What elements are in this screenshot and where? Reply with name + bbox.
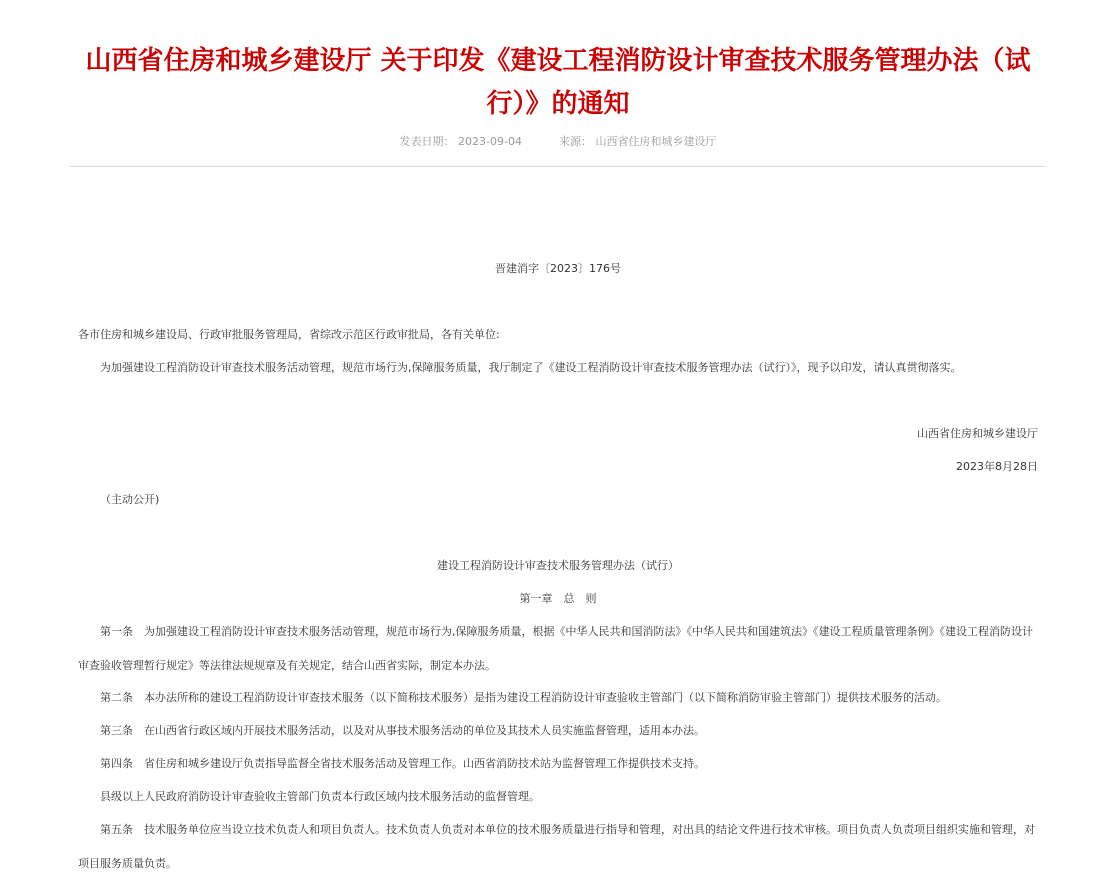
chapter-heading: 第一章 总 则 [519,592,597,605]
article-5: 第五条 技术服务单位应当设立技术负责人和项目负责人。技术负责人负责对本单位的技术服务质量进行指导和管理，对出具的结论文件进行技术审核。项目负责人负责项目组织实施和管理，对项目服务质量负责。 [78,823,1035,870]
article-1: 第一条 为加强建设工程消防设计审查技术服务活动管理，规范市场行为,保障服务质量，根据《中华人民共和国消防法》《中华人民共和国建筑法》《建设工程质量管理条例》《建设工程消防设计审查验收管理暂行规定》等法律法规规章及有关规定，结合山西省实际，制定本办法。 [78,625,1033,672]
recipients: 各市住房和城乡建设局、行政审批服务管理局，省综改示范区行政审批局，各有关单位: [78,328,500,341]
article-4-clause-2: 县级以上人民政府消防设计审查验收主管部门负责本行政区域内技术服务活动的监督管理。 [100,790,540,803]
measures-title: 建设工程消防设计审查技术服务管理办法（试行） [437,559,679,572]
article-3: 第三条 在山西省行政区域内开展技术服务活动，以及对从事技术服务活动的单位及其技术人员实施监督管理，适用本办法。 [100,724,705,737]
publish-date-label: 发表日期： [399,135,455,148]
doc-number: 晋建消字〔2023〕176号 [495,262,621,275]
title-divider [70,166,1046,167]
signatory: 山西省住房和城乡建设厅 [917,427,1038,440]
source-name: 山西省住房和城乡建设厅 [595,135,717,148]
article-title: 山西省住房和城乡建设厅 关于印发《建设工程消防设计审查技术服务管理办法（试行）》的通知 [85,46,1031,119]
notice-body: 为加强建设工程消防设计审查技术服务活动管理，规范市场行为,保障服务质量，我厅制定了《建设工程消防设计审查技术服务管理办法（试行）》，现予以印发，请认真贯彻落实。 [100,361,962,374]
article-4: 第四条 省住房和城乡建设厅负责指导监督全省技术服务活动及管理工作。山西省消防技术站为监督管理工作提供技术支持。 [100,757,705,770]
disclosure-note: （主动公开) [100,493,160,506]
source-label: 来源： [558,135,592,148]
publish-date: 2023-09-04 [458,135,522,148]
sign-date: 2023年8月28日 [956,460,1038,473]
article-meta [70,134,1046,150]
article-2: 第二条 本办法所称的建设工程消防设计审查技术服务（以下简称技术服务）是指为建设工程消防设计审查验收主管部门（以下简称消防审验主管部门）提供技术服务的活动。 [100,691,947,704]
